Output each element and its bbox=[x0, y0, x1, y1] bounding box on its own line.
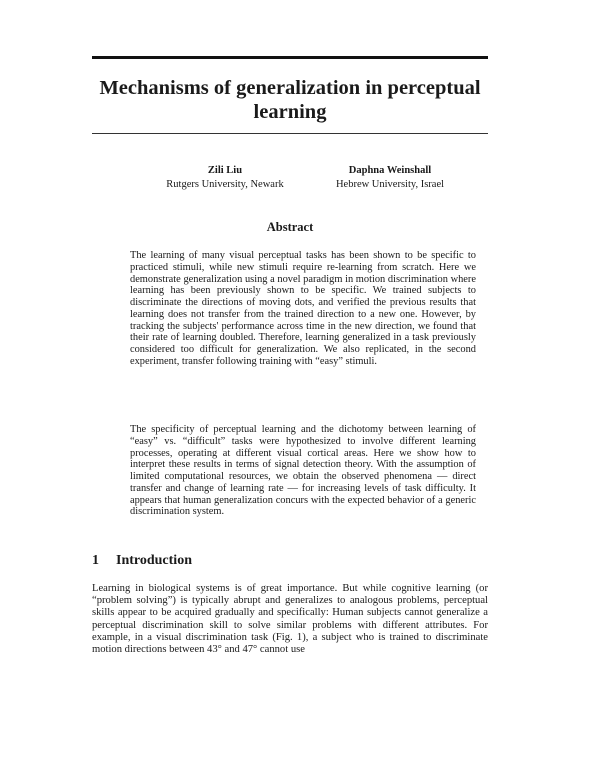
paper-title: Mechanisms of generalization in perceptual learning bbox=[99, 77, 481, 123]
section-title: Introduction bbox=[116, 553, 192, 568]
author-block-1 bbox=[140, 164, 310, 192]
section-heading bbox=[92, 553, 192, 569]
abstract-heading: Abstract bbox=[266, 220, 314, 234]
abstract-text: The learning of many visual perceptual tasks has been shown to be specific to practiced stimuli, while new stimuli require re-learning from scratch. Here we demonstrate generalization using a novel paradigm in motion discrimination where learning has been previously shown to be specific. We trained subjects to discriminate the directions of moving dots, and verified the previous results that learning does not transfer from the trained direction to a new one. However, by tracking the subjects' performance across time in the new direction, we found that their rate of learning doubled. Therefore, learning generalized in a task previously considered too difficult for generalization. We also replicated, in the second experiment, transfer following training with “easy” stimuli. bbox=[130, 250, 476, 367]
abstract-text: The specificity of perceptual learning and the dichotomy between learning of “easy” vs. “difficult” tasks were hypothesized to involve different learning processes, operating at different visual cortical areas. Here we show how to interpret these results in terms of signal detection theory. With the assumption of limited computational resources, we obtain the observed phenomena — direct transfer and change of learning rate — for increasing levels of task difficulty. It appears that human generalization concurs with the expected behavior of a generic discrimination system. bbox=[130, 424, 476, 518]
section-body bbox=[92, 583, 488, 656]
author-block-2 bbox=[315, 164, 465, 192]
author-affiliation: Hebrew University, Israel bbox=[335, 179, 445, 190]
title-rule bbox=[92, 133, 488, 134]
author-affiliation: Rutgers University, Newark bbox=[166, 179, 284, 190]
section-number: 1 bbox=[92, 553, 99, 568]
top-rule bbox=[92, 56, 488, 59]
abstract-paragraph-2 bbox=[130, 424, 476, 518]
body-paragraph: Learning in biological systems is of great importance. But while cognitive learning (or “problem solving”) is typically abrupt and generalizes to analogous problems, perceptual skills appear to be acquired gradually and specifically: Human subjects cannot generalize a perceptual discrimination skill to solve similar problems with different attributes. For example, in a visual discrimination task (Fig. 1), a subject who is trained to discriminate motion directions between 43° and 47° cannot use bbox=[92, 583, 488, 656]
author-name: Zili Liu bbox=[207, 165, 243, 176]
abstract-paragraph-1 bbox=[130, 250, 476, 368]
author-name: Daphna Weinshall bbox=[348, 165, 432, 176]
